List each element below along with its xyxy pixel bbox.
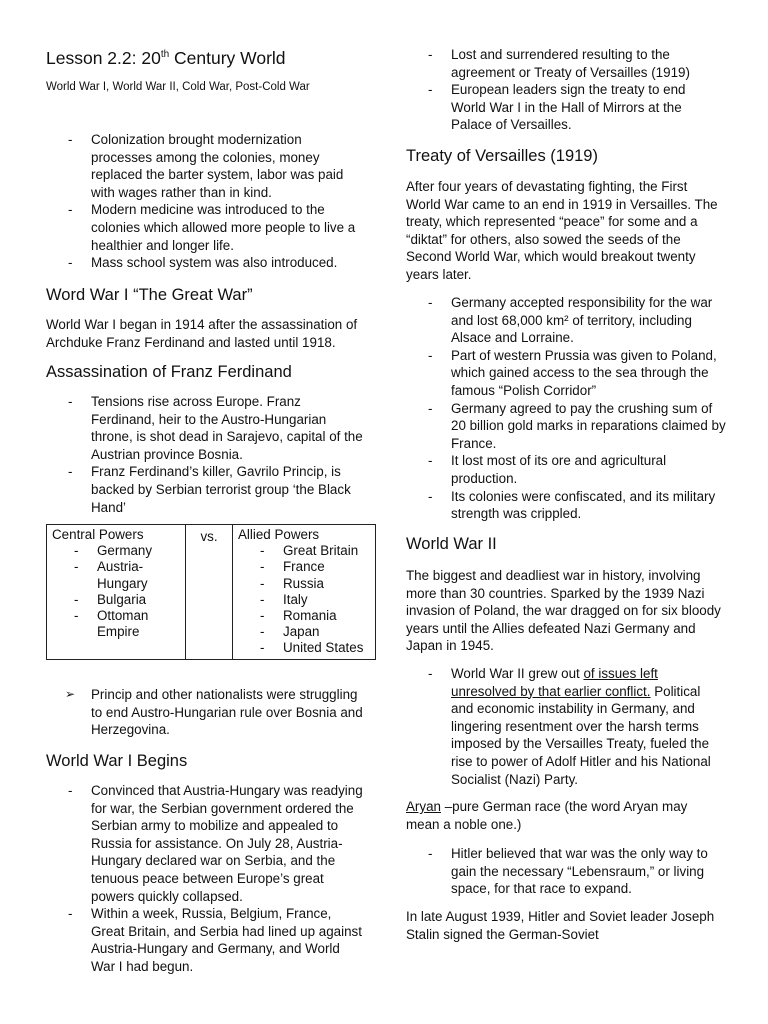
list-item: - European leaders sign the treaty to end World War I in the Hall of Mirrors at the Palace of Versailles.	[406, 81, 706, 134]
intro-list	[46, 131, 366, 272]
allied-powers-title: Allied Powers	[238, 527, 320, 542]
list-item: - Lost and surrendered resulting to the agreement or Treaty of Versailles (1919)	[406, 46, 706, 81]
vs-label: vs.	[186, 525, 233, 660]
allied-powers-list	[238, 543, 370, 656]
list-item: - Japan	[238, 624, 370, 640]
list-item: - Ottoman Empire	[52, 608, 180, 640]
list-item: - Russia	[238, 576, 370, 592]
title-superscript: th	[160, 49, 170, 60]
section-heading-assassination: Assassination of Franz Ferdinand	[46, 363, 292, 381]
list-item: - Germany accepted responsibility for the war and lost 68,000 km² of territory, including Alsace and Lorraine.	[406, 294, 726, 347]
aryan-term: Aryan	[406, 799, 441, 814]
ww1-begins-list	[46, 782, 366, 976]
list-item: - Great Britain	[238, 543, 370, 559]
page-title: Lesson 2.2: 20th Century World	[46, 48, 286, 68]
list-item: - Austria-Hungary	[52, 559, 180, 591]
section-heading-ww2: World War II	[406, 535, 497, 553]
underlined-phrase: of issues left unresolved by that earlier conflict.	[451, 666, 658, 699]
list-item: - World War II grew out of issues left unresolved by that earlier conflict. Political and economic instability in Germany, and lingering resentment over the harsh terms imposed by the Versailles Treaty, fueled the rise to power of Adolf Hitler and his National Socialist (Nazi) Party.	[406, 665, 726, 788]
princip-note-list	[46, 686, 366, 739]
section-heading-ww1-begins: World War I Begins	[46, 752, 188, 770]
list-item: - Colonization brought modernization processes among the colonies, money replaced the barter system, labor was paid with wages rather than in kind.	[46, 131, 366, 201]
list-item: - United States	[238, 640, 370, 656]
page-subtitle: World War I, World War II, Cold War, Post-Cold War	[46, 81, 310, 93]
list-item: - Germany	[52, 543, 180, 559]
list-item: - Its colonies were confiscated, and its military strength was crippled.	[406, 488, 726, 523]
aryan-definition: Aryan –pure German race (the word Aryan may mean a noble one.)	[406, 799, 688, 832]
list-item: - Within a week, Russia, Belgium, France, Great Britain, and Serbia had lined up against Austria-Hungary and Germany, and World War I had begun.	[46, 905, 366, 975]
list-item: - Part of western Prussia was given to Poland, which gained access to the sea through the famous “Polish Corridor”	[406, 347, 726, 400]
list-item: - Romania	[238, 608, 370, 624]
list-item: ➢ Princip and other nationalists were struggling to end Austro-Hungarian rule over Bosnia and Herzegovina.	[46, 686, 366, 739]
central-powers-title: Central Powers	[52, 527, 144, 542]
list-item: - Italy	[238, 592, 370, 608]
assassination-list	[46, 393, 366, 516]
list-item: - Mass school system was also introduced.	[46, 254, 366, 272]
versailles-paragraph: After four years of devastating fighting, the First World War came to an end in 1919 in Versailles. The treaty, which represented “peace” for some and a “diktat” for others, also sowed the seeds of the Second World War, which would breakout twenty years later.	[406, 179, 718, 282]
list-item: - Modern medicine was introduced to the colonies which allowed more people to live a healthier and longer life.	[46, 201, 366, 254]
list-item: - Germany agreed to pay the crushing sum of 20 billion gold marks in reparations claimed by France.	[406, 400, 726, 453]
list-item: - Tensions rise across Europe. Franz Ferdinand, heir to the Austro-Hungarian throne, is shot dead in Sarajevo, capital of the Austrian province Bosnia.	[46, 393, 366, 463]
treaty-intro-list	[406, 46, 706, 134]
closing-paragraph: In late August 1939, Hitler and Soviet leader Joseph Stalin signed the German-Soviet	[406, 909, 715, 942]
list-item: - Convinced that Austria-Hungary was readying for war, the Serbian government ordered the Serbian army to mobilize and appealed to Russia for assistance. On July 28, Austria-Hungary declared war on Serbia, and the tenuous peace between Europe’s great powers quickly collapsed.	[46, 782, 366, 905]
versailles-terms-list	[406, 294, 726, 523]
section-heading-ww1: Word War I “The Great War”	[46, 286, 253, 304]
ww2-causes-list	[406, 665, 726, 788]
list-item: - It lost most of its ore and agricultural production.	[406, 452, 726, 487]
central-powers-cell	[47, 525, 186, 660]
section-heading-versailles: Treaty of Versailles (1919)	[406, 147, 598, 165]
list-item: - Franz Ferdinand’s killer, Gavrilo Princip, is backed by Serbian terrorist group ‘the Black Hand’	[46, 463, 366, 516]
list-item: - France	[238, 559, 370, 575]
powers-table	[46, 524, 376, 660]
list-item: - Bulgaria	[52, 592, 180, 608]
lebensraum-list	[406, 845, 726, 898]
central-powers-list	[52, 543, 180, 640]
ww2-paragraph: The biggest and deadliest war in history, involving more than 30 countries. Sparked by the 1939 Nazi invasion of Poland, the war dragged on for six bloody years until the Allies defeated Nazi Germany and Japan in 1945.	[406, 568, 721, 654]
ww1-paragraph: World War I began in 1914 after the assassination of Archduke Franz Ferdinand and lasted until 1918.	[46, 317, 358, 350]
list-item: - Hitler believed that war was the only way to gain the necessary “Lebensraum,” or living space, for that race to expand.	[406, 845, 726, 898]
allied-powers-cell	[233, 525, 376, 660]
